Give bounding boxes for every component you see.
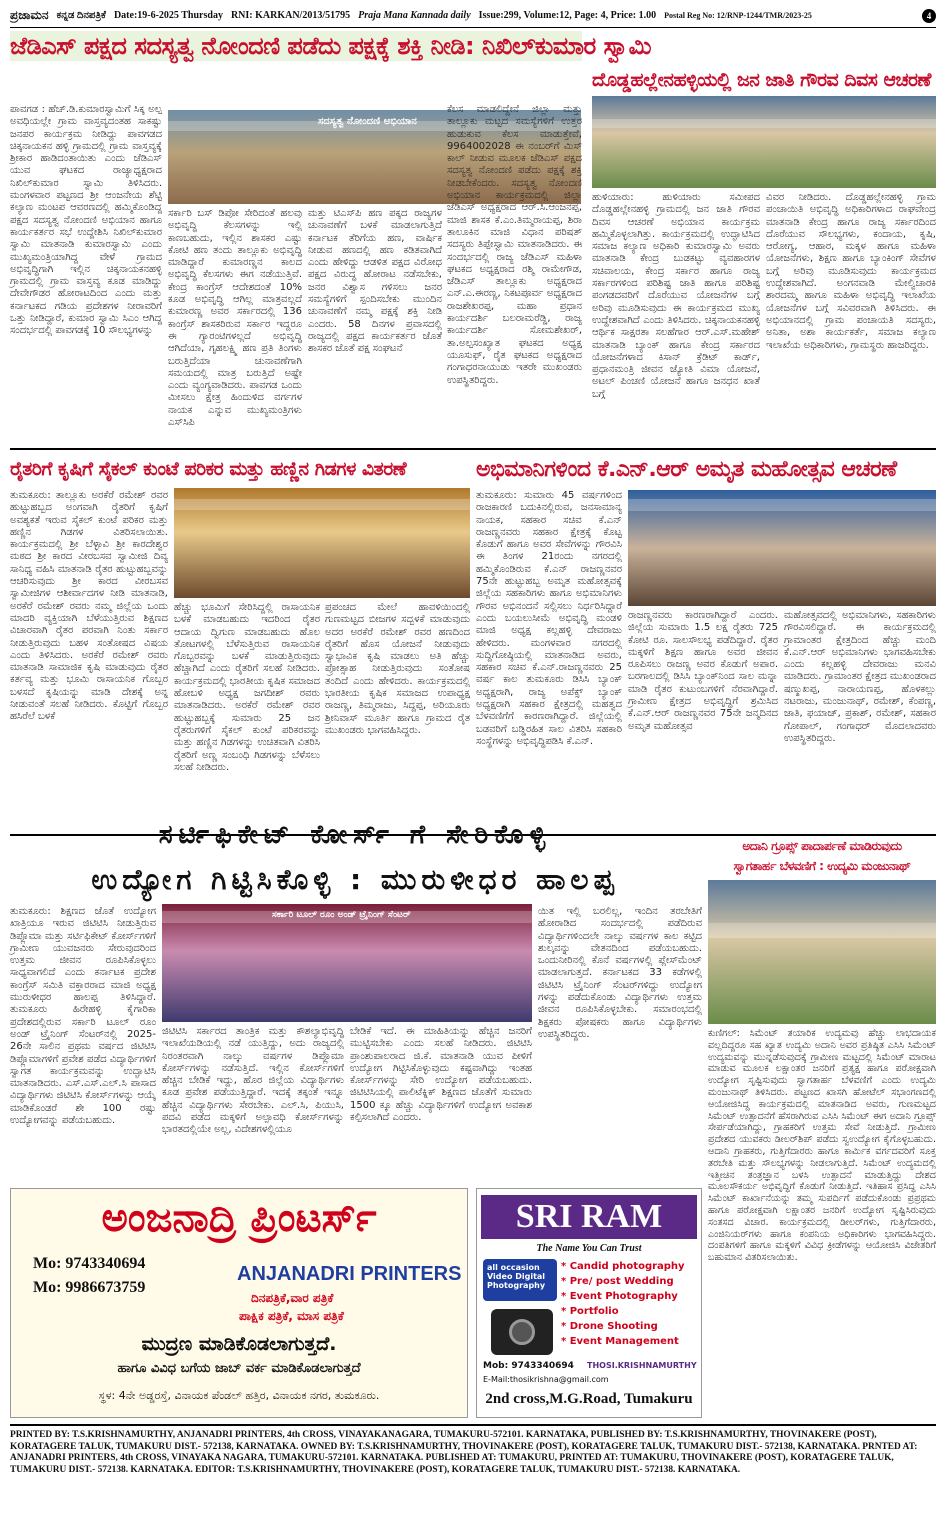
s3-photo: [174, 488, 470, 598]
s3-column-2: ಹೆಚ್ಚು ಭೂಮಿಗೆ ಸೇರಿಸಿದ್ದಲ್ಲಿ ರಾಸಾಯನಿಕ ಬಳಕೆ ಮಾಡಬಹುದು ಇದರಿಂದ ರೈತರ ಆದಾಯ ದ್ವಿಗುಣ ಮಾಡಬಹುದು ಹೊಲ ತೋಟಗಳಲ್ಲಿ ಬೆಳೆಸುತ್ತಿರುವ ರಾಸಾಯನಿಕ ಗೊಬ್ಬರವನ್ನು ಬಳಕೆ ಮಾಡುತ್ತಿರುವುದು ಹೆಚ್ಚಾಗಿದೆ ಎಂದು ರೈತರಿಗೆ ಸಲಹೆ ನೀಡಿದರು. ಕಾರ್ಯಕ್ರಮದಲ್ಲಿ ಭಾರತೀಯ ಕೃಷಿಕ ಸಮಾಜದ ಹೋಬಳಿ ಅಧ್ಯಕ್ಷ ಜಗದೀಶ್ ರವರು ಮಾತನಾಡಿದರು. ಅರಕೆರೆ ರಮೇಶ್ ರವರ ಹುಟ್ಟುಹಬ್ಬಕ್ಕೆ ಸುಮಾರು 25 ಜನ ರೈತರುಗಳಿಗೆ ಸೈಕಲ್ ಕುಂಟೆ ಪರಿಕರವನ್ನು ಮತ್ತು ಹಣ್ಣಿನ ಗಿಡಗಳನ್ನು ಉಚಿತವಾಗಿ ವಿತರಿಸಿ ರೈತರಿಗೆ ಅಣ್ಣ ಸಂಬಂಧಿ ಗಿಡಗಳನ್ನು ಬೆಳೆಸಲು ಸಲಹೆ ನೀಡಿದರು.: [174, 602, 320, 773]
s3-column-1: ತುಮಕೂರು: ತಾಲ್ಲೂಕು ಅರಕೆರೆ ರಮೇಶ್ ರವರ ಹುಟ್ಟುಹಬ್ಬದ ಅಂಗವಾಗಿ ರೈತರಿಗೆ ಕೃಷಿಗೆ ಅವಶ್ಯಕತೆ ಇರುವ ಸೈಕಲ್ ಕುಂಟೆ ಪರಿಕರ ಮತ್ತು ಹಣ್ಣಿನ ಗಿಡಗಳ ವಿತರಿಸಲಾಯಿತು. ಕಾರ್ಯಕ್ರಮದಲ್ಲಿ ಶ್ರೀ ಬೆಳ್ಳಾವಿ ಶ್ರೀ ಕಾರದೇಶ್ವರ ಮಠದ ಶ್ರೀ ಕಾರದ ವೀರಬಸವ ಸ್ವಾಮೀಜಿ ದಿವ್ಯ ಸಾನಿಧ್ಯ ವಹಿಸಿ ಮಾತನಾಡಿ ರೈತರ ಹುಟ್ಟುಹಬ್ಬವನ್ನು ಆಚರಿಸುವುದು ಶ್ರೀ ಕಾರದ ವೀರಬಸವ ಸ್ವಾಮೀಜಿಗಳ ಆಶೀರ್ವಾದಗಳ ನೀಡಿ ಮಾತನಾಡಿ, ಅರಕೆರೆ ರಮೇಶ್ ರವರು ನಮ್ಮ ಜಿಲ್ಲೆಯ ಒಂದು ಮಾದರಿ ವ್ಯಕ್ತಿಯಾಗಿ ಬೆಳೆಯುತ್ತಿರುವ ಶಿಕ್ಷಣದ ವಿಚಾರವಾಗಿ ರೈತರ ಪರವಾಗಿ ನಿಂತು ಸರ್ಕಾರ ನೀಡುತ್ತಿರುವುದು ಬಹಳ ಸಂತೋಷದ ವಿಷಯ ಎಂದು ತಿಳಿಸಿದರು. ಅರಕೆರೆ ರಮೇಶ್ ರವರು ಮಾತನಾಡಿ ಸಾಮಾಜಿಕ ಕೃಷಿ ಮಾಡುವುದು ರೈತರ ಕರ್ತವ್ಯ ಮತ್ತು ಭೂಮಿ ರಾಸಾಯನಿಕ ಗೊಬ್ಬರ ಬಳಸದೆ ಕೃಷಿಯನ್ನು ಮಾಡಿ ದೇಶಕ್ಕೆ ಅನ್ನ ನೀಡುವಂತೆ ಸಲಹೆ ನೀಡಿದರು. ಕೊಟ್ಟಿಗೆ ಗೊಬ್ಬರ ಹಸಿರೆಲೆ ಬಳಕೆ: [10, 490, 168, 723]
s3-headline: ರೈತರಿಗೆ ಕೃಷಿಗೆ ಸೈಕಲ್ ಕುಂಟೆ ಪರಿಕರ ಮತ್ತು ಹಣ್ಣಿನ ಗಿಡಗಳ ವಿತರಣೆ: [10, 458, 407, 480]
s1-column-1: ಪಾವಗಡ : ಹೆಚ್.ಡಿ.ಕುಮಾರಸ್ವಾಮಿಗೆ ಸಿಕ್ಕ ಅಲ್ಪ ಅವಧಿಯಲ್ಲೇ ಗ್ರಾಮ ವಾಸ್ತವ್ಯದಂತಹ ಸಾಕಷ್ಟು ಜನಪರ ಕಾರ್ಯಕ್ರಮ ನೀಡಿದ್ದು ಪಾವಗಡದ ಚಿಕ್ಕನಾಯಕನ ಹಳ್ಳಿ ಗ್ರಾಮದಲ್ಲಿ ಗ್ರಾಮ ವಾಸ್ತವ್ಯಕ್ಕೆ ಶ್ರೀಕಾರ ಹಾಡಿದಂತಾಯಿತು ಎಂದು ಜೆಡಿಎಸ್ ಯುವ ಘಟಕದ ರಾಜ್ಯಾಧ್ಯಕ್ಷರಾದ ನಿಖಿಲ್‌ಕುಮಾರ ಸ್ವಾಮಿ ತಿಳಿಸಿದರು. ಮಂಗಳವಾರ ಪಟ್ಟಣದ ಶ್ರೀ ಆಂಜನೇಯ ಶೆಟ್ಟಿ ಕಲ್ಯಾಣ ಮಂಟಪ ಆವರಣದಲ್ಲಿ ಹಮ್ಮಿಕೊಂಡಿದ್ದ ಪಕ್ಷದ ಸದಸ್ಯತ್ವ ನೋಂದಣಿ ಅಭಿಯಾನ ಹಾಗೂ ಕಾರ್ಯಕರ್ತರ ಸಭೆ ಉದ್ದೇಶಿಸಿ ನಿಖಿಲ್‌ಕುಮಾರ ಸ್ವಾಮಿ ಮಾತನಾಡಿ ಕುಮಾರಸ್ವಾಮಿ ಎಂದು ಮುಖ್ಯಮಂತ್ರಿಯಾಗಿದ್ದ ವೇಳೆ ಗ್ರಾಮದ ಅಭಿವೃದ್ಧಿಗಾಗಿ ಇಲ್ಲಿನ ಚಿಕ್ಕನಾಯಕನಹಳ್ಳಿ ಗ್ರಾಮದಲ್ಲಿ ಗ್ರಾಮ ವಾಸ್ತವ್ಯ ಕೂಡ ಮಾಡಿದ್ದು ದೇವೇಗೌಡರ ಹೋರಾಟದಿಂದ ಎಂದು ಮತ್ತು ಕರ್ನಾಟಕದ ಗಡಿಯ ಪ್ರದೇಶಗಳ ನೀರಾವರಿಗೆ ಒತ್ತು ನೀಡಿದ್ದಾರೆ, ಕುಮಾರ ಸ್ವಾಮಿ ಸಿಎಂ ಆಗಿದ್ದ ಸಂದರ್ಭದಲ್ಲಿ ಪಾವಗಡಕ್ಕೆ 10 ಸೌಲಭ್ಯಗಳನ್ನು: [10, 104, 162, 337]
s1-column-2: ಸರ್ಕಾರಿ ಬಸ್ ಡಿಪೋ ಸೇರಿದಂತೆ ಹಲವು ಅಭಿವೃದ್ಧಿ ಕೆಲಸಗಳನ್ನು ಇಲ್ಲಿ ಕಾಣಬಹುದು, ಇಲ್ಲಿನ ಶಾಸಕರ ಎಷ್ಟು ಕೋಟಿ ಹಣ ತಂದು ತಾಲ್ಲೂಕು ಅಭಿವೃದ್ಧಿ ಮಾಡಿದ್ದಾರೆ ಕುಮಾರಣ್ಣನ ಕಾಲದ ಅಭಿವೃದ್ಧಿ ಕೆಲಸಗಳು ಈಗ ನಡೆಯುತ್ತಿವೆ. ಕೇಂದ್ರ ಕಾಂಗ್ರೆಸ್ ಆದೇಶದಂತೆ 10% ಕೂಡ ಅಭಿವೃದ್ಧಿ ಆಗಿಲ್ಲ ಮಾತ್ರವಲ್ಲದೆ ಕುಮಾರಣ್ಣ ಅವರ ಸರ್ಕಾರದಲ್ಲಿ 136 ಕಾಂಗ್ರೆಸ್ ಶಾಸಕರಿರುವ ಸರ್ಕಾರ ಇದ್ದರೂ ಈ ಗ್ಯಾರಂಟಿಗಳಲ್ಲದೆ ಅಭಿವೃದ್ಧಿ ಆಗಿದೆಯಾ, ಗೃಹಲಕ್ಷ್ಮಿ ಹಣ ಪ್ರತಿ ತಿಂಗಳು ಬರುತ್ತಿದೆಯಾ ಚುನಾವಣೆಗಾಗಿ ಸಮಯದಲ್ಲಿ ಮಾತ್ರ ಬರುತ್ತಿದೆ ಅಷ್ಟೇ ಎಂದು ವ್ಯಂಗ್ಯವಾಡಿದರು. ಪಾವಗಡ ಒಂದು ಮೀಸಲು ಕ್ಷೇತ್ರ ಹಿಂದುಳಿದ ವರ್ಗಗಳ ನಾಯಕ ಎನ್ನುವ ಮುಖ್ಯಮಂತ್ರಿಗಳು ಎಸ್‌ಸಿಪಿ: [168, 208, 302, 429]
issue-date: Date:19-6-2025 Thursday: [113, 10, 223, 21]
s4-headline: ಅಭಿಮಾನಿಗಳಿಂದ ಕೆ.ಎನ್.ಆರ್ ಅಮೃತ ಮಹೋತ್ಸವ ಆಚರಣೆ: [476, 456, 897, 482]
paper-logo: ಪ್ರಜಾಮನ: [10, 8, 49, 22]
s5-photo-banner: ಸರ್ಕಾರಿ ಟೂಲ್ ರೂಂ ಅಂಡ್ ಟ್ರೈನಿಂಗ್ ಸೆಂಟರ್: [272, 910, 411, 920]
ad2-email: E-Mail:thosikrishna@gmail.com: [483, 1375, 609, 1384]
anjanadri-printers-ad: [10, 1188, 468, 1418]
s5-photo: [162, 904, 532, 1022]
ad2-badge: all occasion Video Digital Photography: [483, 1259, 557, 1301]
imprint-footer: PRINTED BY: T.S.KRISHNAMURTHY, ANJANADRI PRINTERS, 4th CROSS, VINAYAKANAGARA, TUMAKURU-572101. KARNATAKA, PUBLISHED BY: T.S.KRISHNAMURTHY, THOVINAKERE (POST), KORATAGERE TALUK, TUMAKURU DIST.- 572138, KARNATAKA. OWNED BY: T.S.KRISHNAMURTHY, THOVINAKERE (POST), KORATAGERE TALUK, TUMAKURU DIST.- 572138, KARNATAKA. PRNTED AT: ANJANADRI PRINTERS, 4th CROSS, VINAYAKA NAGARA, TUMAKURU-572101. KARNATAKA. PUBLISHED AT: TUMAKURU, PRINTED AT: TUMAKURU, THOVINAKERE (POST), KORATAGERE TALUK, TUMAKURU DIST.- 572138. KARNATAKA. EDITOR: T.S.KRISHNAMURTHY, THOVINAKERE (POST), KORATAGERE TALUK, TUMAKURU DIST.- 572138. KARNATAKA.: [10, 1430, 918, 1475]
ad1-mobile-2: Mo: 9986673759: [33, 1279, 146, 1296]
postal-reg: Postal Reg No: 12/RNP-1244/TMR/2023-25: [664, 11, 812, 20]
ad2-service-item: * Drone Shooting: [561, 1321, 658, 1332]
ad1-address: ಸ್ಥಳ: 4ನೇ ಅಡ್ಡರಸ್ತೆ, ವಿನಾಯಕ ಪೆಂಡಲ್ ಹತ್ತಿರ, ವಿನಾಯಕ ನಗರ, ತುಮಕೂರು.: [98, 1389, 380, 1402]
sri-ram-photography-ad: [476, 1188, 702, 1418]
s2-column-2: ವಿವರ ನೀಡಿದರು. ದೊಡ್ಡಹಲ್ಲೇನಹಳ್ಳಿ ಗ್ರಾಮ ಪಂಚಾಯಿತಿ ಅಭಿವೃದ್ಧಿ ಅಧಿಕಾರಿಗಳಾದ ರಾಘವೇಂದ್ರ ಮಾತನಾಡಿ ಕೇಂದ್ರ ಹಾಗೂ ರಾಜ್ಯ ಸರ್ಕಾರದಿಂದ ದೊರೆಯುವ ಸೌಲಭ್ಯಗಳು, ಕಂದಾಯ, ಕೃಷಿ, ಆರೋಗ್ಯ, ಆಹಾರ, ಮಕ್ಕಳ ಹಾಗೂ ಮಹಿಳಾ ಯೋಜನೆಗಳು, ಶಿಕ್ಷಣ ಹಾಗೂ ಬ್ಯಾಂಕಿಂಗ್ ಸೇವೆಗಳ ಬಗ್ಗೆ ಅರಿವು ಮೂಡಿಸುವುದು ಕಾರ್ಯಕ್ರಮದ ಉದ್ದೇಶವಾಗಿದೆ. ಅಂಗನವಾಡಿ ಮೇಲ್ವಿಚಾರಕಿ ಶಾರದಮ್ಮ ಹಾಗೂ ಮಹಿಳಾ ಅಭಿವೃದ್ಧಿ ಇಲಾಖೆಯ ಯೋಜನೆಗಳ ಬಗ್ಗೆ ಸವಿವರವಾಗಿ ತಿಳಿಸಿದರು. ಈ ಅಭಿಯಾನದಲ್ಲಿ ಗ್ರಾಮ ಪಂಚಾಯತಿ ಸದಸ್ಯರು, ಅನಿತಾ, ಅಶಾ ಕಾರ್ಯಕರ್ತೆ, ಸಮಾಜ ಕಲ್ಯಾಣ ಇಲಾಖೆಯ ಅಧಿಕಾರಿಗಳು, ಗ್ರಾಮಸ್ಥರು ಹಾಜರಿದ್ದರು.: [766, 192, 936, 351]
s2-photo: [592, 96, 936, 188]
s1-column-4: ಕೆಲಸ ಮಾಡಲಿದ್ದೇನೆ ಜಿಲ್ಲಾ ಮತ್ತು ತಾಲ್ಲೂಕು ಮಟ್ಟದ ಸಮಸ್ಯೆಗಳಿಗೆ ಉತ್ತರ ಹುಡುಕುವ ಕೆಲಸ ಮಾಡುತ್ತೇವೆ, 9964002028 ಈ ನಂಬರ್‌ಗೆ ಮಿಸ್ ಕಾಲ್ ನೀಡುವ ಮೂಲಕ ಜೆಡಿಎಸ್ ಪಕ್ಷದ ಸದಸ್ಯತ್ವ ನೋಂದಣಿ ಪಡೆದು ಪಕ್ಷಕ್ಕೆ ಶಕ್ತಿ ನೀಡಬೇಕೆಂದರು. ಸದಸ್ಯತ್ವ ನೋಂದಣಿ ಅಭಿಯಾನ ಕಾರ್ಯಕ್ರಮದಲ್ಲಿ ಜಿಲ್ಲಾ ಜೆಡಿಎಸ್ ಅಧ್ಯಕ್ಷರಾದ ಆರ್.ಸಿ.ಆಂಜನಪ್ಪ, ಮಾಜಿ ಶಾಸಕ ಕೆ.ಎಂ.ತಿಮ್ಮರಾಯಪ್ಪ, ಶಿರಾ ತಾಲೂಕಿನ ಮಾಜಿ ವಿಧಾನ ಪರಿಷತ್ ಸದಸ್ಯರು ತಿಪ್ಪೇಸ್ವಾಮಿ ಮಾತನಾಡಿದರು. ಈ ಸಂದರ್ಭದಲ್ಲಿ ರಾಜ್ಯ ಜೆಡಿಎಸ್ ಮಹಿಳಾ ಘಟಕದ ಅಧ್ಯಕ್ಷರಾದ ರಶ್ಮಿ ರಾಮೇಗೌಡ, ಜೆಡಿಎಸ್ ತಾಲ್ಲೂಕು ಅಧ್ಯಕ್ಷರಾದ ಎನ್.ಎ.ಈರಣ್ಣ, ನಿಕಟಪೂರ್ವ ಅಧ್ಯಕ್ಷರಾದ ರಾಜಶೇಖರಪ್ಪ, ಮಹಾ ಪ್ರಧಾನ ಕಾರ್ಯದರ್ಶಿ ಬಲರಾಮರೆಡ್ಡಿ, ರಾಜ್ಯ ಕಾರ್ಯದರ್ಶಿ ಸೋಮಶೇಖರ್, ತಾ.ಅಲ್ಪಸಂಖ್ಯಾತ ಘಟಕದ ಅಧ್ಯಕ್ಷ ಯೂಸುಫ್, ರೈತ ಘಟಕದ ಅಧ್ಯಕ್ಷರಾದ ಗಂಗಾಧರನಾಯುಡು ಇತರೇ ಮುಖಂಡರು ಉಪಸ್ಥಿತರಿದ್ದರು.: [447, 104, 582, 386]
ad1-service-line-4: ಹಾಗೂ ವಿವಿಧ ಬಗೆಯ ಜಾಬ್ ವರ್ಕ ಮಾಡಿಕೊಡಲಾಗುತ್ತದೆ: [117, 1361, 361, 1376]
s2-column-1: ಹುಳಿಯಾರು: ಹುಳಿಯಾರು ಸಮೀಪದ ದೊಡ್ಡಹಲ್ಲೇನಹಳ್ಳಿ ಗ್ರಾಮದಲ್ಲಿ ಜನ ಜಾತಿ ಗೌರವ ದಿವಸ ಆಚರಣೆ ಅಭಿಯಾನ ಕಾರ್ಯಕ್ರಮ ಹಮ್ಮಿಕೊಳ್ಳಲಾಗಿತ್ತು. ಕಾರ್ಯಕ್ರಮದಲ್ಲಿ ಉದ್ಘಾಟಿಸಿದ ಸಮಾಜ ಕಲ್ಯಾಣ ಅಧಿಕಾರಿ ಕುಮಾರಸ್ವಾಮಿ ಅವರು ಮಾತನಾಡಿ ಕೇಂದ್ರ ಬುಡಕಟ್ಟು ವ್ಯವಹಾರಗಳ ಸಚಿವಾಲಯ, ಕೇಂದ್ರ ಸರ್ಕಾರ ಹಾಗೂ ರಾಜ್ಯ ಸರ್ಕಾರಗಳಿಂದ ಪರಿಶಿಷ್ಟ ಜಾತಿ ಹಾಗೂ ಪರಿಶಿಷ್ಟ ಪಂಗಡದವರಿಗೆ ದೊರೆಯುವ ಯೋಜನೆಗಳ ಬಗ್ಗೆ ಅರಿವು ಮೂಡಿಸುವುದು ಈ ಕಾರ್ಯಕ್ರಮದ ಮುಖ್ಯ ಉದ್ದೇಶವಾಗಿದೆ ಎಂದು ತಿಳಿಸಿದರು. ಚಿಕ್ಕನಾಯಕನಹಳ್ಳಿ ಆರ್ಥಿಕ ಸಾಕ್ಷರತಾ ಸಲಹೆಗಾರ ಆರ್.ಎಸ್.ಮಹೇಶ್ ಮಾತನಾಡಿ ಬ್ಯಾಂಕ್ ಹಾಗೂ ಕೇಂದ್ರ ಸರ್ಕಾರದ ಯೋಜನೆಗಳಾದ ಕಿಸಾನ್ ಕ್ರೆಡಿಟ್ ಕಾರ್ಡ್, ಪ್ರಧಾನಮಂತ್ರಿ ಜೀವನ ಜ್ಯೋತಿ ವಿಮಾ ಯೋಜನೆ, ಅಟಲ್ ಪಿಂಚಣಿ ಯೋಜನೆ ಹಾಗೂ ಜನಧನ ಖಾತೆ ಬಗ್ಗೆ: [592, 192, 760, 400]
ad1-service-line-3: ಮುದ್ರಣ ಮಾಡಿಕೊಡಲಾಗುತ್ತದೆ.: [141, 1333, 337, 1355]
paper-tagline: ಕನ್ನಡ ದಿನಪತ್ರಿಕೆ: [56, 10, 106, 21]
s5-column-4: ಯಿತ ಇಲ್ಲಿ ಬರಲಿಲ್ಲ, ಇಂದಿನ ತರಬೇತಿಗೆ ಹೋರಾಡಿದ ಸಂದರ್ಭದಲ್ಲಿ ಪಡೆದಿರುವ ವಿದ್ಯಾರ್ಥಿಗಳಿಂದಲೇ ನಾಲ್ಕು ವರ್ಷಗಳ ಕಾಲ ಕಟ್ಟಿದ ಶುಲ್ಕವನ್ನು ವೇತನದಿಂದ ಪಡೆಯಬಹುದು. ಒಂದುನೀರಿನಲ್ಲಿ ಕೊನೆ ವರ್ಷಗಳಲ್ಲಿ ಪ್ಲೇಸ್‌ಮೆಂಟ್ ಮಾಡಲಾಗುತ್ತದೆ. ಕರ್ನಾಟಕದ 33 ಕಡೆಗಳಲ್ಲಿ ಜಿಟಿಟಿಸಿ ಟ್ರೈನಿಂಗ್ ಸೆಂಟರ್‌ಗಳಿದ್ದು ಉದ್ಯೋಗ ಗಳನ್ನು ಪಡೆದುಕೊಂಡು ವಿದ್ಯಾರ್ಥಿಗಳು ಉತ್ತಮ ಜೀವನ ರೂಪಿಸಿಕೊಳ್ಳಬೇಕು. ಸಮಾರಂಭದಲ್ಲಿ ಶಿಕ್ಷಕರು ಪೋಷಕರು ಹಾಗೂ ವಿದ್ಯಾರ್ಥಿಗಳು ಉಪಸ್ಥಿತರಿದ್ದರು.: [538, 906, 702, 1040]
s5-column-3: ಬೇಡಿಕೆ ಇದೆ. ಈ ಮಾಹಿತಿಯನ್ನು ಹೆಚ್ಚಿನ ಜನರಿಗೆ ಮುಟ್ಟಿಸಬೇಕು ಎಂದು ಸಲಹೆ ನೀಡಿದರು. ಜಿಟಿಟಿಸಿ ಪ್ರಾಂಶುಪಾಲರಾದ ಜಿ.ಕೆ. ಮಾತನಾಡಿ ಯುವ ಪೀಳಿಗೆ ಉದ್ಯೋಗ ಗಿಟ್ಟಿಸಿಕೊಳ್ಳುವುದು ಕಷ್ಟವಾಗಿದ್ದು ಇಂತಹ ಕೋರ್ಸ್‌ಗಳನ್ನು ಸೇರಿ ಉದ್ಯೋಗ ಪಡೆಯಬಹುದು. ಜಿಟಿಟಿಸಿಯಲ್ಲಿ ಪಾಲಿಟೆಕ್ನಿಕ್ ಶಿಕ್ಷಣದ ಜೊತೆಗೆ ಸುಮಾರು 1500 ಕ್ಕೂ ಹೆಚ್ಚು ವಿದ್ಯಾರ್ಥಿಗಳಿಗೆ ಉದ್ಯೋಗ ಅವಕಾಶ ಕಲ್ಪಿಸಲಾಗಿದೆ ಎಂದರು.: [350, 1026, 532, 1124]
ad2-service-item: * Event Management: [561, 1336, 679, 1347]
footer-divider: [10, 1424, 936, 1426]
s2-headline: ದೊಡ್ಡಹಲ್ಲೇನಹಳ್ಳಿಯಲ್ಲಿ ಜನ ಜಾತಿ ಗೌರವ ದಿವಸ ಆಚರಣೆ: [592, 69, 931, 91]
s6-body: ಕುಣಿಗಲ್: ಸಿಮೆಂಟ್ ತಯಾರಿಕ ಉದ್ಯಮವು ಹೆಚ್ಚು ಲಾಭದಾಯಕ ವಲ್ಲದಿದ್ದರೂ ಸಹ ಖ್ಯಾತ ಉದ್ಯಮಿ ಅದಾನಿ ಅವರ ಪ್ರತಿಷ್ಠಿತ ಎಸಿಸಿ ಸಿಮೆಂಟ್ ಉದ್ಯಮವನ್ನು ಮುನ್ನಡೆಸುವುದಕ್ಕೆ ಗ್ರಾಮೀಣ ಮಟ್ಟದಲ್ಲಿ ಸಿಮೆಂಟ್ ಮಾರಾಟ ಮಾಡುವ ಮೂಲಕ ಲಕ್ಷಾಂತರ ಜನರಿಗೆ ಪ್ರತ್ಯಕ್ಷ ಹಾಗೂ ಪರೋಕ್ಷವಾಗಿ ಉದ್ಯೋಗ ಸೃಷ್ಟಿಸುವುದು ಸ್ವಾಗತಾರ್ಹ ಬೆಳವಣಿಗೆ ಎಂದು ಉದ್ಯಮಿ ಮಂಜುನಾಥ್ ತಿಳಿಸಿದರು. ಪಟ್ಟಣದ ಖಾಸಗಿ ಹೋಟೆಲ್ ಸಭಾಂಗಣದಲ್ಲಿ ಆಯೋಜಿಸಿದ್ದ ಕಾರ್ಯಕ್ರಮದಲ್ಲಿ ಮಾತನಾಡಿದ ಅವರು, ಗುಣಮಟ್ಟದ ಸಿಮೆಂಟ್ ಉತ್ಪಾದನೆಗೆ ಹೆಸರಾಗಿರುವ ಎಸಿಸಿ ಸಿಮೆಂಟ್ ಈಗ ಅದಾನಿ ಗ್ರೂಪ್ಸ್ ಸೇರ್ಪಡೆಯಾಗಿದ್ದು, ಗ್ರಾಹಕರಿಗೆ ಉತ್ತಮ ಸೇವೆ ನೀಡುತ್ತಿದೆ. ಗ್ರಾಮೀಣ ಪ್ರದೇಶದ ಯುವಕರು ಡೀಲರ್‌ಶಿಪ್ ಪಡೆದು ಸ್ವಉದ್ಯೋಗ ಕೈಗೊಳ್ಳಬಹುದು. ಆದಾನಿ ಗ್ರಾಹಕರು, ಗುತ್ತಿಗೆದಾರರು ಹಾಗೂ ಕಾರ್ಮಿಕ ವರ್ಗದವರಿಗೆ ಸೂಕ್ತ ತರಬೇತಿ ಮತ್ತು ಸೌಲಭ್ಯಗಳನ್ನು ನೀಡಲಾಗುತ್ತಿದೆ. ಸಿಮೆಂಟ್ ಉದ್ಯಮದಲ್ಲಿ ಇತ್ತೀಚಿನ ತಂತ್ರಜ್ಞಾನ ಬಳಸಿ ಉತ್ಪಾದನೆ ಮಾಡುತ್ತಿದ್ದು ದೇಶದ ಮೂಲಸೌಕರ್ಯ ಅಭಿವೃದ್ಧಿಗೆ ಕೊಡುಗೆ ನೀಡುತ್ತಿದೆ. ಇತಿಹಾಸ ಪ್ರಸಿದ್ಧ ಎಸಿಸಿ ಸಿಮೆಂಟ್ ಕಾರ್ಖಾನೆಯನ್ನು ತಮ್ಮ ಸುಪರ್ದಿಗೆ ಪಡೆದುಕೊಂಡು ಪ್ರಪ್ರಥಮ ಹಾಗೂ ಪರೋಕ್ಷವಾಗಿ ಲಕ್ಷಾಂತರ ಜನರಿಗೆ ಉದ್ಯೋಗ ಸೃಷ್ಟಿಸಿರುವುದು ಸಂತಸದ ವಿಚಾರ. ಕಾರ್ಯಕ್ರಮದಲ್ಲಿ ಡೀಲರ್‌ಗಳು, ಗುತ್ತಿಗೆದಾರರು, ಎಂಜಿನಿಯರ್‌ಗಳು ಹಾಗೂ ಕಂಪನಿಯ ಅಧಿಕಾರಿಗಳು ಭಾಗವಹಿಸಿದ್ದರು. ದಂಪತಿಗಳಿಗೆ ಹಾಗೂ ಮಕ್ಕಳಿಗೆ ವಿವಿಧ ಕ್ರೀಡೆಗಳನ್ನು ಆಯೋಜಿಸಿ ವಿಜೇತರಿಗೆ ಬಹುಮಾನ ವಿತರಿಸಲಾಯಿತು.: [708, 1028, 936, 1264]
s5-headline-line-1: ಸರ್ಟಿಫಿಕೇಟ್ ಕೋರ್ಸ್ ಗೆ ಸೇರಿಕೊಳ್ಳಿ: [158, 819, 552, 850]
page-number: 4: [922, 9, 936, 23]
ad1-service-line-1: ದಿನಪತ್ರಿಕೆ,ವಾರ ಪತ್ರಿಕೆ: [251, 1291, 334, 1305]
camera-icon: [491, 1309, 553, 1355]
ad1-title-english: ANJANADRI PRINTERS: [237, 1263, 462, 1285]
s1-column-3: ಮತ್ತು ಟಿಎಸ್‌ಪಿ ಹಣ ಪಕ್ಕದ ರಾಜ್ಯಗಳ ಚುನಾವಣೆಗೆ ಬಳಕೆ ಮಾಡಲಾಗುತ್ತಿದೆ ಕರ್ನಾಟಕ ತೆರಿಗೆಯ ಹಣ, ವಾರ್ಷಿಕ ನೀಡುವ ಹಣದಲ್ಲಿ ಹಣ ಕಡಿತವಾಗಿದೆ ಎಂದು ಹೇಳಿದ್ದು ಆಡಳಿತ ಪಕ್ಷದ ವಿರೋಧ ಪಕ್ಷದ ವಿರುದ್ಧ ಹೋರಾಟ ನಡೆಸಬೇಕು, ಜನರ ವಿಶ್ವಾಸ ಗಳಿಸಲು ಜನರ ಸಮಸ್ಯೆಗಳಿಗೆ ಸ್ಪಂದಿಸಬೇಕು ಮುಂದಿನ ಚುನಾವಣೆಗೆ ನಮ್ಮ ಪಕ್ಷಕ್ಕೆ ಶಕ್ತಿ ನೀಡಿ ಎಂದರು. 58 ದಿನಗಳ ಪ್ರವಾಸದಲ್ಲಿ ರಾಜ್ಯದಲ್ಲಿ ಪಕ್ಷದ ಕಾರ್ಯಕರ್ತರ ಜೊತೆ ಶಾಸಕರ ಜೊತೆ ಪಕ್ಷ ಸಂಘಟನೆ: [308, 208, 442, 355]
ad2-mobile: Mob: 9743340694: [483, 1361, 574, 1371]
ad2-service-item: * Event Photography: [561, 1291, 678, 1302]
s6-photo: [708, 880, 936, 1024]
issue-info: Issue:299, Volume:12, Page: 4, Price: 1.00: [478, 10, 657, 21]
s4-column-2: ರಾಜಣ್ಣನವರು ಕಾರಣರಾಗಿದ್ದಾರೆ ಎಂದರು. ಜಿಲ್ಲೆಯ ಸುಮಾರು 1.5 ಲಕ್ಷ ರೈತರು 725 ಕೋಟಿ ರೂ. ಸಾಲಸೌಲಭ್ಯ ಪಡೆದಿದ್ದಾರೆ. ರೈತರ ಮಕ್ಕಳಿಗೆ ಶಿಕ್ಷಣ ಹಾಗೂ ಅವರ ಜೀವನ ರೂಪಿಸಲು ರಾಜಣ್ಣ ಅವರ ಕೊಡುಗೆ ಅಪಾರ. ಬರಗಾಲದಲ್ಲಿ ಡಿಸಿಸಿ ಬ್ಯಾಂಕ್‌ನಿಂದ ಸಾಲ ಮನ್ನಾ ಮಾಡಿ ರೈತರ ಕುಟುಂಬಗಳಿಗೆ ನೆರವಾಗಿದ್ದಾರೆ. ಗ್ರಾಮೀಣ ಕ್ಷೇತ್ರದ ಅಭಿವೃದ್ಧಿಗೆ ಶ್ರಮಿಸಿದ ಕೆ.ಎನ್.ಆರ್ ರಾಜಣ್ಣನವರ 75ನೇ ಜನ್ಮದಿನದ ಅಮೃತ ಮಹೋತ್ಸವ: [628, 610, 778, 732]
ad2-address: 2nd cross,M.G.Road, Tumakuru: [485, 1391, 693, 1407]
s1-photo-banner: ಸದಸ್ಯತ್ವ ನೋಂದಣಿ ಅಭಿಯಾನ: [318, 116, 417, 127]
ad1-mobile-1: Mo: 9743340694: [33, 1255, 146, 1272]
ad1-service-line-2: ಪಾಕ್ಷಿಕ ಪತ್ರಿಕೆ, ಮಾಸ ಪತ್ರಿಕೆ: [239, 1309, 344, 1323]
s4-column-3: ಮಹೋತ್ಸವದಲ್ಲಿ ಅಭಿಮಾನಿಗಳು, ಸಹಕಾರಿಗಳು ಗೌರವಿಸಲಿದ್ದಾರೆ. ಈ ಕಾರ್ಯಕ್ರಮದಲ್ಲಿ ಗ್ರಾಮಾಂತರ ಕ್ಷೇತ್ರದಿಂದ ಹೆಚ್ಚು ಮಂದಿ ಕೆ.ಎನ್.ಆರ್ ಅಭಿಮಾನಿಗಳು ಭಾಗವಹಿಸಬೇಕು ಎಂದು ಕಲ್ಲಹಳ್ಳಿ ದೇವರಾಜು ಮನವಿ ಮಾಡಿದರು. ಗ್ರಾಮಾಂತರ ಕ್ಷೇತ್ರದ ಮುಖಂಡರಾದ ಷಣ್ಮುಖಪ್ಪ, ನಾರಾಯಣಪ್ಪ, ಹೊಳಕಲ್ಲು ನಟರಾಜು, ಮಂಜುನಾಥ್, ರಮೇಶ್, ಕೆಂಪಣ್ಣ, ಜಾತಿ, ಫಯಾಜ್, ಪ್ರಕಾಶ್, ರಮೇಶ್, ಸಹಕಾರ ಗೋಪಾಲ್, ಗಂಗಾಧರ್ ಮೊದಲಾದವರು ಉಪಸ್ಥಿತರಿದ್ದರು.: [784, 610, 936, 744]
paper-name: Praja Mana Kannada daily: [358, 10, 471, 21]
s5-headline-line-2: ಉದ್ಯೋಗ ಗಿಟ್ಟಿಸಿಕೊಳ್ಳಿ : ಮುರುಳೀಧರ ಹಾಲಪ್ಪ: [91, 863, 619, 896]
ad2-tagline: The Name You Can Trust: [536, 1243, 642, 1254]
ad1-title: ಅಂಜನಾದ್ರಿ ಪ್ರಿಂಟರ್ಸ್: [101, 1195, 377, 1241]
s5-column-2: ಜಿಟಿಟಿಸಿ ಸರ್ಕಾರದ ತಾಂತ್ರಿಕ ಮತ್ತು ಕೌಶಲ್ಯಾಭಿವೃದ್ಧಿ ಇಲಾಖೆಯಡಿಯಲ್ಲಿ ನಡೆ ಯುತ್ತಿದ್ದು, ಅದು ರಾಜ್ಯದಲ್ಲಿ ನಿರಂತರವಾಗಿ ನಾಲ್ಕು ವರ್ಷಗಳ ಡಿಪ್ಲೊಮಾ ಕೋರ್ಸ್‌ಗಳನ್ನು ನಡೆಸುತ್ತಿದೆ. ಇಲ್ಲಿನ ಕೋರ್ಸ್‌ಗಳಿಗೆ ಹೆಚ್ಚಿನ ಬೇಡಿಕೆ ಇದ್ದು, ಹೊರ ಜಿಲ್ಲೆಯ ವಿದ್ಯಾರ್ಥಿಗಳು ಕೂಡ ಪ್ರವೇಶ ಪಡೆಯುತ್ತಿದ್ದಾರೆ. ಇದಕ್ಕೆ ತಕ್ಕಂತೆ ಇನ್ನೂ ಹೆಚ್ಚಿನ ವಿದ್ಯಾರ್ಥಿಗಳು ಸೇರಬೇಕು. ಎಲ್.ಸಿ, ಪಿಯುಸಿ, ಪದವಿ ಪಡೆದ ಮಕ್ಕಳಿಗೆ ಅಲ್ಪಾವಧಿ ಕೋರ್ಸ್‌ಗಳನ್ನು ಭಾರತದಲ್ಲಿಯೇ ಅಲ್ಲ, ವಿದೇಶಗಳಲ್ಲಿಯೂ: [162, 1026, 344, 1136]
section-divider: [10, 448, 936, 450]
ad2-service-item: * Candid photography: [561, 1261, 685, 1272]
s5-column-1: ತುಮಕೂರು: ಶಿಕ್ಷಣದ ಜೊತೆ ಉದ್ಯೋಗ ಖಾತ್ರಿಯೂ ಇರುವ ಜಿಟಿಟಿಸಿ ನೀಡುತ್ತಿರುವ ಡಿಪ್ಲೊಮಾ ಮತ್ತು ಸರ್ಟಿಫಿಕೇಟ್ ಕೋರ್ಸ್‌ಗಳಿಗೆ ಗ್ರಾಮೀಣ ಯುವಜನರು ಸೇರುವುದರಿಂದ ಉತ್ತಮ ಜೀವನ ರೂಪಿಸಿಕೊಳ್ಳಲು ಸಾಧ್ಯವಾಗಲಿದೆ ಎಂದು ಕರ್ನಾಟಕ ಪ್ರದೇಶ ಕಾಂಗ್ರೆಸ್ ಸಮಿತಿ ವಕ್ತಾರರಾದ ಮಾಜಿ ಅಧ್ಯಕ್ಷ ಮುರುಳೀಧರ ಹಾಲಪ್ಪ ತಿಳಿಸಿದ್ದಾರೆ. ತುಮಕೂರು ಹಿರೇಹಳ್ಳಿ ಕೈಗಾರಿಕಾ ಪ್ರದೇಶದಲ್ಲಿರುವ ಸರ್ಕಾರಿ ಟೂಲ್ ರೂಂ ಅಂಡ್ ಟ್ರೈನಿಂಗ್ ಸೆಂಟರ್‌ನಲ್ಲಿ 2025-26ನೇ ಸಾಲಿನ ಪ್ರಥಮ ವರ್ಷದ ಜಿಟಿಟಿಸಿ ಡಿಪ್ಲೊಮಾಗಳಿಗೆ ಪ್ರವೇಶ ಪಡೆದ ವಿದ್ಯಾರ್ಥಿಗಳಿಗೆ ಸ್ವಾಗತ ಕಾರ್ಯಕ್ರಮವನ್ನು ಉದ್ಘಾಟಿಸಿ ಮಾತನಾಡಿದರು. ಎಸ್.ಎಸ್.ಎಲ್.ಸಿ ಪಾಸಾದ ವಿದ್ಯಾರ್ಥಿಗಳು ಜಿಟಿಟಿಸಿ ಕೋರ್ಸ್‌ಗಳನ್ನು ಆಯ್ಕೆ ಮಾಡಿಕೊಂಡರೆ ಶೇ 100 ರಷ್ಟು ಉದ್ಯೋಗವನ್ನು ಪಡೆಯಬಹುದು.: [10, 906, 156, 1127]
ad2-service-item: * Portfolio: [561, 1306, 619, 1317]
ad2-services: [561, 1259, 701, 1349]
ad2-service-item: * Pre/ post Wedding: [561, 1276, 674, 1287]
rni-number: RNI: KARKAN/2013/51795: [230, 10, 351, 21]
s6-headline-line-1: ಅದಾನಿ ಗ್ರೂಪ್ಸ್ ಪಾದಾರ್ಪಣೆ ಮಾಡಿರುವುದು: [742, 838, 902, 853]
s6-headline-line-2: ಸ್ವಾಗತಾರ್ಹ ಬೆಳವಣಿಗೆ : ಉದ್ಯಮಿ ಮಂಜುನಾಥ್: [733, 858, 911, 873]
s3-column-3: ಪ್ರಪಂಚದ ಮೇಲೆ ಹಾವಳಿಯಿಂದಲ್ಲಿ ಗುಣಮಟ್ಟದ ಬೀಜಗಳ ಸದ್ಬಳಕೆ ಮಾಡುವುದು ಅದರ ಅರಕೆರೆ ರಮೇಶ್ ರವರ ಹಣದಿಂದ ರೈತರಿಗೆ ಹೊಸ ಯೋಜನೆ ನೀಡುವುದು ಸ್ವಾಭಾವಿಕ ಕೃಷಿ ಮಾಡಲು ಅತಿ ಹೆಚ್ಚು ಪ್ರೋತ್ಸಾಹ ನೀಡುತ್ತಿರುವುದು ಸಂತೋಷ ತಂದಿದೆ ಎಂದು ಹೇಳಿದರು. ಕಾರ್ಯಕ್ರಮದಲ್ಲಿ ಭಾರತೀಯ ಕೃಷಿಕ ಸಮಾಜದ ಉಪಾಧ್ಯಕ್ಷ ರಾಜಣ್ಣ, ತಿಮ್ಮರಾಜು, ಸಿದ್ದಪ್ಪ, ಅರಿಯೂರು ಶ್ರೀನಿವಾಸ್ ಮೂರ್ತಿ ಹಾಗೂ ಗ್ರಾಮದ ರೈತ ಮುಖಂಡರು ಭಾಗವಹಿಸಿದ್ದರು.: [325, 602, 470, 736]
s1-headline: ಜೆಡಿಎಸ್ ಪಕ್ಷದ ಸದಸ್ಯತ್ವ ನೋಂದಣಿ ಪಡೆದು ಪಕ್ಷಕ್ಕೆ ಶಕ್ತಿ ನೀಡಿ: ನಿಖಿಲ್‌ಕುಮಾರ ಸ್ವಾಮಿ: [10, 32, 652, 60]
s4-column-1: ತುಮಕೂರು: ಸುಮಾರು 45 ವರ್ಷಗಳಿಂದ ರಾಜಕಾರಣಿ ಬದುಕಿನಲ್ಲಿರುವ, ಜನಸಾಮಾನ್ಯ ನಾಯಕ, ಸಹಕಾರ ಸಚಿವ ಕೆ.ಎನ್ ರಾಜಣ್ಣನವರು ಸಹಕಾರ ಕ್ಷೇತ್ರಕ್ಕೆ ಕೊಟ್ಟ ಕೊಡುಗೆ ಹಾಗೂ ಅವರ ಸೇವೆಗಳನ್ನು ಗೌರವಿಸಿ ಈ ತಿಂಗಳ 21ರಂದು ನಗರದಲ್ಲಿ ಹಮ್ಮಿಕೊಂಡಿರುವ ಕೆ.ಎನ್ ರಾಜಣ್ಣನವರ 75ನೇ ಹುಟ್ಟುಹಬ್ಬ ಅಮೃತ ಮಹೋತ್ಸವಕ್ಕೆ ಜಿಲ್ಲೆಯ ಸಹಕಾರಿಗಳು ಹಾಗೂ ಅಭಿಮಾನಿಗಳು ಗೌರವ ಅಭಿನಂದನೆ ಸಲ್ಲಿಸಲು ನಿರ್ಧರಿಸಿದ್ದಾರೆ ಎಂದು ಬಯಲುಸೀಮೆ ಅಭಿವೃದ್ಧಿ ಮಂಡಳಿ ಮಾಜಿ ಅಧ್ಯಕ್ಷ ಕಲ್ಲಹಳ್ಳಿ ದೇವರಾಜು ಹೇಳಿದರು. ಮಂಗಳವಾರ ನಗರದಲ್ಲಿ ಸುದ್ದಿಗೋಷ್ಠಿಯಲ್ಲಿ ಮಾತನಾಡಿದ ಅವರು, ಸಹಕಾರ ಸಚಿವ ಕೆ.ಎನ್.ರಾಜಣ್ಣನವರು 25 ವರ್ಷ ಕಾಲ ತುಮಕೂರು ಡಿಸಿಸಿ ಬ್ಯಾಂಕ್ ಅಧ್ಯಕ್ಷರಾಗಿ, ರಾಜ್ಯ ಅಪೆಕ್ಸ್ ಬ್ಯಾಂಕ್ ಅಧ್ಯಕ್ಷರಾಗಿ ಸಹಕಾರ ಕ್ಷೇತ್ರದಲ್ಲಿ ಮಹತ್ವದ ಬೆಳವಣಿಗೆಗೆ ಕಾರಣರಾಗಿದ್ದಾರೆ. ಜಿಲ್ಲೆಯಲ್ಲಿ ಬಡವರಿಗೆ ಬಡ್ಡಿರಹಿತ ಸಾಲ ವಿತರಿಸಿ ಸಹಕಾರಿ ಸಂಸ್ಥೆಗಳನ್ನು ಅಭಿವೃದ್ಧಿಪಡಿಸಿ ಕೆ.ಎನ್.: [476, 490, 622, 747]
masthead: [10, 4, 936, 28]
ad2-owner: THOSI.KRISHNAMURTHY: [587, 1361, 697, 1370]
s4-photo: [628, 490, 936, 606]
ad2-brand: SRI RAM: [481, 1195, 697, 1239]
